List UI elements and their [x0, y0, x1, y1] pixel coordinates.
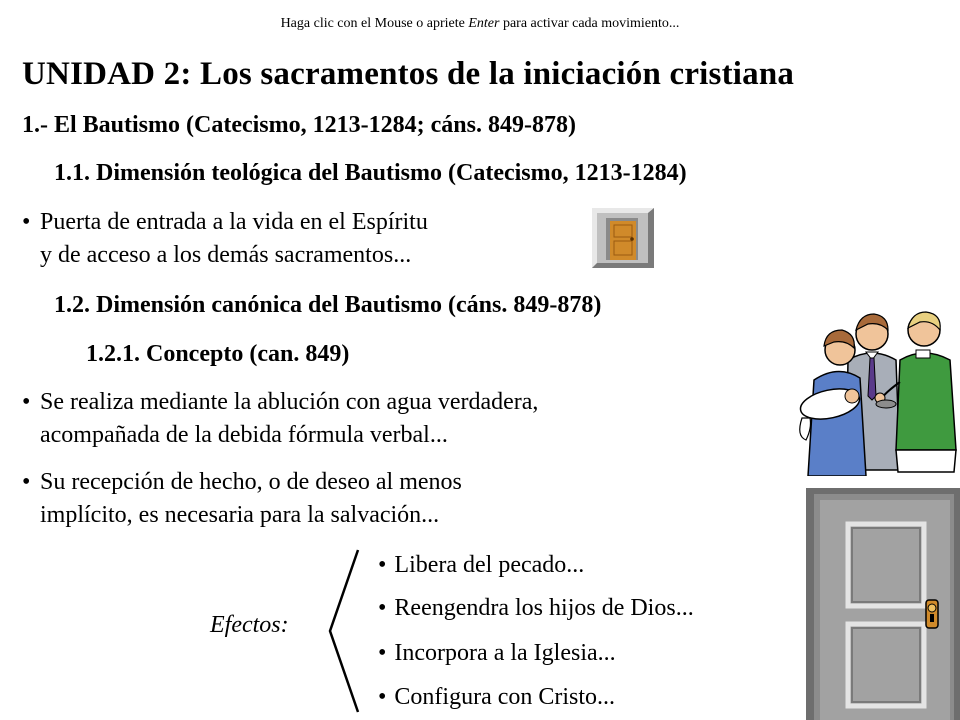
effect-item-text: Libera del pecado... — [394, 552, 585, 578]
effect-item-configura — [378, 684, 615, 711]
instruction-text-after: para activar cada movimiento... — [499, 16, 680, 31]
effects-label: Efectos: — [210, 612, 289, 638]
bullet-puerta-line2: y de acceso a los demás sacramentos... — [40, 242, 412, 268]
bullet-ablucion — [22, 386, 538, 452]
bullet-ablucion-line1: Se realiza mediante la ablución con agua verdadera, — [40, 389, 539, 415]
slide-title: UNIDAD 2: Los sacramentos de la iniciación cristiana — [22, 56, 795, 92]
bullet-recepcion-line1: Su recepción de hecho, o de deseo al menos — [40, 469, 462, 495]
bullet-dot: • — [378, 684, 387, 710]
effect-item-text: Reengendra los hijos de Dios... — [394, 595, 694, 621]
bullet-recepcion — [22, 466, 462, 532]
subsection-heading-canonica: 1.2. Dimensión canónica del Bautismo (cáns. 849-878) — [54, 292, 602, 318]
bullet-dot: • — [378, 595, 387, 621]
instruction-key: Enter — [468, 16, 500, 31]
section-heading-bautismo: 1.- El Bautismo (Catecismo, 1213-1284; cáns. 849-878) — [22, 112, 576, 138]
effect-item-reengendra — [378, 595, 694, 622]
subsubsection-heading-concepto: 1.2.1. Concepto (can. 849) — [86, 341, 350, 367]
effect-item-incorpora — [378, 640, 616, 667]
instruction-hint — [0, 16, 960, 32]
bullet-ablucion-line2: acompañada de la debida fórmula verbal... — [40, 422, 448, 448]
effect-item-text: Incorpora a la Iglesia... — [394, 640, 616, 666]
effects-bracket — [324, 548, 364, 714]
subsection-heading-teologica: 1.1. Dimensión teológica del Bautismo (Catecismo, 1213-1284) — [54, 160, 687, 186]
bullet-dot: • — [378, 552, 387, 578]
baptism-clipart — [790, 300, 960, 476]
bullet-puerta — [22, 206, 428, 272]
bullet-dot: • — [22, 389, 31, 415]
bullet-dot: • — [22, 209, 31, 235]
instruction-text-before: Haga clic con el Mouse o apriete — [280, 16, 469, 31]
bullet-dot: • — [22, 469, 31, 495]
bullet-dot: • — [378, 640, 387, 666]
bullet-recepcion-line2: implícito, es necesaria para la salvación... — [40, 502, 440, 528]
door-clipart — [806, 488, 960, 720]
bullet-puerta-line1: Puerta de entrada a la vida en el Espíritu — [40, 209, 428, 235]
effect-item-libera — [378, 552, 584, 579]
door-button-icon[interactable] — [592, 208, 654, 268]
effect-item-text: Configura con Cristo... — [394, 684, 616, 710]
